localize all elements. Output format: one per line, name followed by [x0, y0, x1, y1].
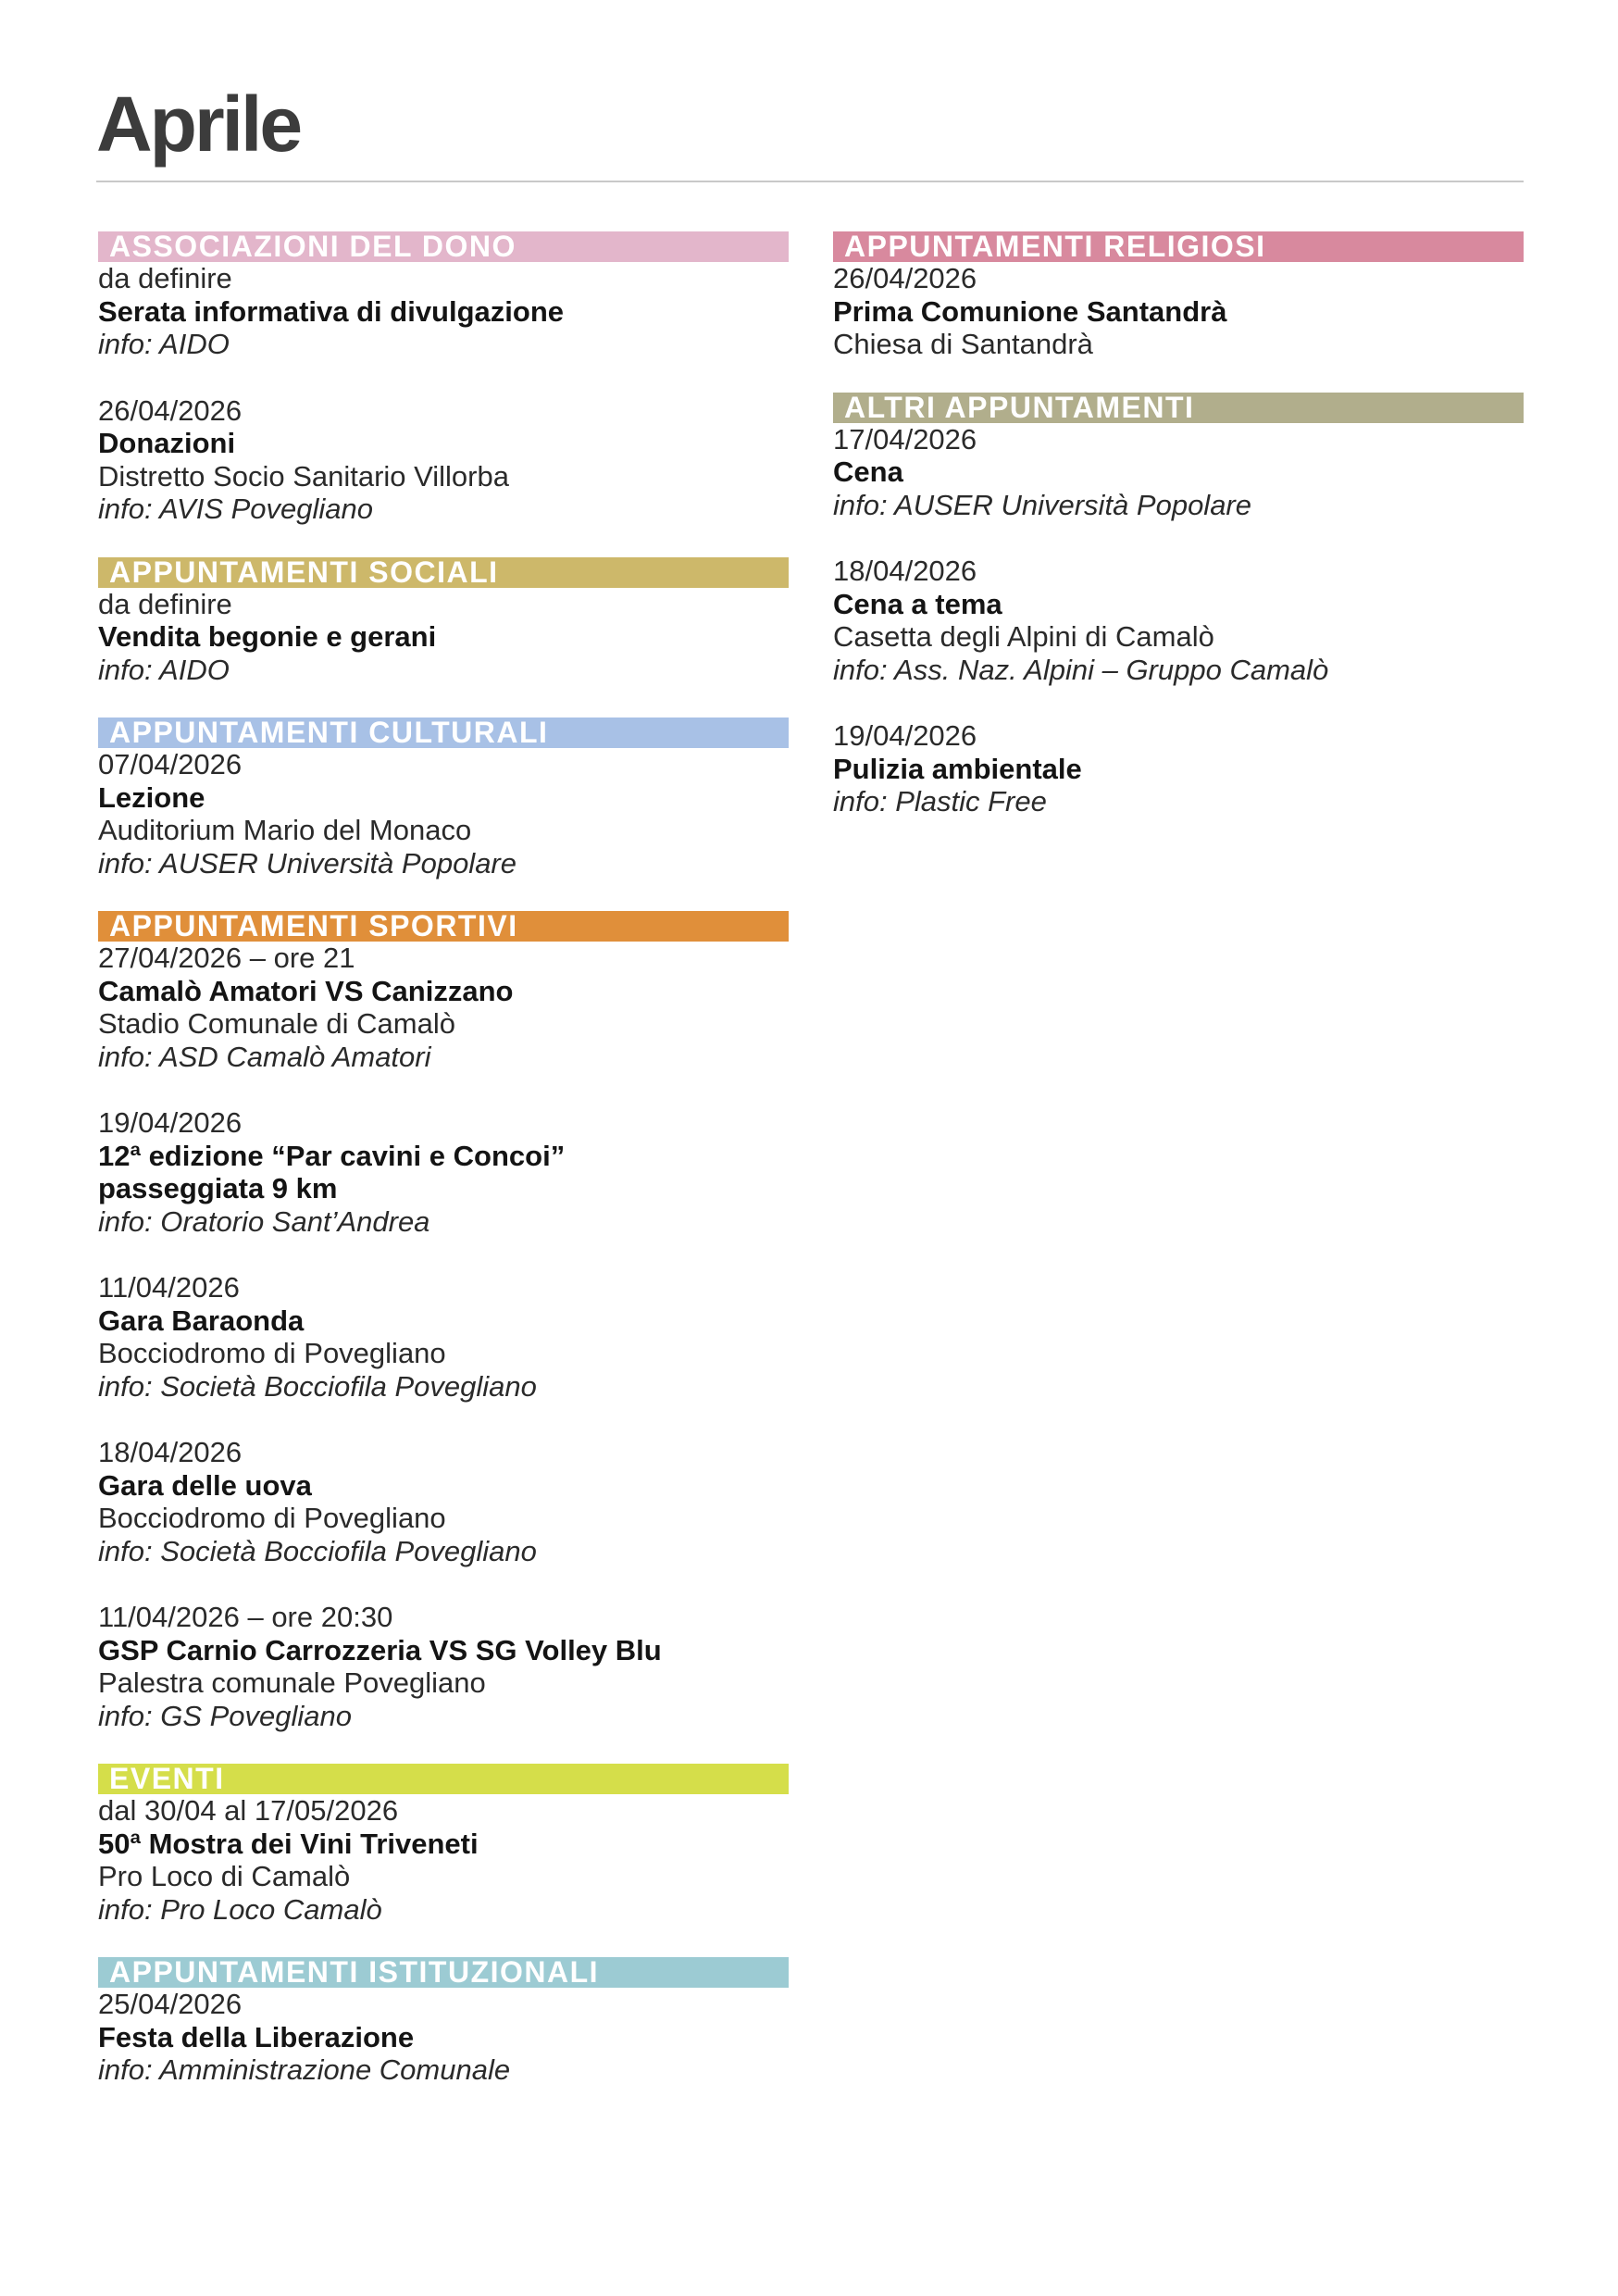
event-location: Chiesa di Santandrà	[833, 328, 1093, 360]
category-section	[833, 231, 1524, 361]
event-item	[833, 262, 1524, 361]
category-section	[98, 718, 789, 880]
event-info: info: AUSER Università Popolare	[833, 488, 1251, 521]
event-info: info: AUSER Università Popolare	[98, 846, 517, 880]
event-title: Cena	[833, 455, 903, 488]
event-location: Distretto Socio Sanitario Villorba	[98, 459, 509, 493]
event-title: Prima Comunione Santandrà	[833, 294, 1227, 328]
category-header-sociali: APPUNTAMENTI SOCIALI	[98, 557, 789, 588]
event-item	[98, 1601, 789, 1732]
event-title: passeggiata 9 km	[98, 1172, 338, 1204]
event-info: info: AIDO	[98, 653, 230, 686]
event-title: GSP Carnio Carrozzeria VS SG Volley Blu	[98, 1633, 662, 1666]
event-date: dal 30/04 al 17/05/2026	[98, 1794, 399, 1827]
event-date: da definire	[98, 587, 232, 620]
event-item	[98, 1988, 789, 2087]
event-date: 26/04/2026	[833, 262, 977, 294]
event-title: Serata informativa di divulgazione	[98, 294, 565, 328]
event-date: 18/04/2026	[833, 555, 977, 587]
event-title: 50ª Mostra dei Vini Triveneti	[98, 1827, 479, 1860]
event-location: Auditorium Mario del Monaco	[98, 814, 472, 846]
category-section	[98, 557, 789, 687]
event-info: info: Società Bocciofila Povegliano	[98, 1369, 537, 1403]
category-header-altri: ALTRI APPUNTAMENTI	[833, 393, 1524, 423]
event-title: 12ª edizione “Par cavini e Concoi”	[98, 1139, 566, 1172]
event-location: Pro Loco di Camalò	[98, 1860, 351, 1892]
category-section	[833, 393, 1524, 818]
category-section	[98, 231, 789, 526]
event-location: Bocciodromo di Povegliano	[98, 1502, 446, 1534]
event-title: Vendita begonie e gerani	[98, 620, 437, 653]
page-title: Aprile	[96, 81, 301, 168]
event-item	[833, 719, 1524, 818]
event-date: 11/04/2026 – ore 20:30	[98, 1601, 393, 1633]
event-info: info: Amministrazione Comunale	[98, 2053, 511, 2086]
category-header-culturali: APPUNTAMENTI CULTURALI	[98, 718, 789, 748]
event-date: 07/04/2026	[98, 748, 243, 780]
event-info: info: ASD Camalò Amatori	[98, 1040, 431, 1073]
event-date: 27/04/2026 – ore 21	[98, 942, 355, 974]
event-info: info: Ass. Naz. Alpini – Gruppo Camalò	[833, 653, 1329, 686]
event-info: info: Plastic Free	[833, 785, 1047, 817]
event-title: Donazioni	[98, 427, 236, 459]
event-item	[833, 555, 1524, 686]
event-date: 18/04/2026	[98, 1436, 243, 1468]
event-title: Camalò Amatori VS Canizzano	[98, 974, 514, 1007]
event-date: 25/04/2026	[98, 1988, 243, 2020]
event-item	[98, 262, 789, 361]
category-header-religiosi: APPUNTAMENTI RELIGIOSI	[833, 231, 1524, 262]
event-date: 19/04/2026	[98, 1106, 243, 1139]
event-info: info: AIDO	[98, 328, 230, 360]
category-section	[98, 911, 789, 1732]
event-title: Gara delle uova	[98, 1468, 312, 1502]
event-item	[98, 942, 789, 1073]
event-item	[98, 1436, 789, 1567]
event-date: 11/04/2026	[98, 1271, 240, 1304]
event-title: Lezione	[98, 780, 205, 814]
event-item	[98, 1271, 789, 1403]
left-column	[98, 231, 789, 2118]
event-location: Casetta degli Alpini di Camalò	[833, 620, 1214, 653]
title-divider	[96, 181, 1524, 182]
event-info: info: GS Povegliano	[98, 1699, 353, 1732]
category-section	[98, 1957, 789, 2087]
event-info: info: Oratorio Sant’Andrea	[98, 1204, 430, 1238]
category-header-sportivi: APPUNTAMENTI SPORTIVI	[98, 911, 789, 942]
event-item	[98, 588, 789, 687]
event-item	[98, 1794, 789, 1926]
event-location: Bocciodromo di Povegliano	[98, 1337, 446, 1369]
event-info: info: Pro Loco Camalò	[98, 1892, 382, 1926]
event-item	[98, 1106, 789, 1238]
event-date: 17/04/2026	[833, 422, 977, 455]
event-item	[833, 423, 1524, 522]
category-header-eventi: EVENTI	[98, 1764, 789, 1794]
event-title: Festa della Liberazione	[98, 2020, 415, 2053]
event-date: 19/04/2026	[833, 719, 977, 752]
event-item	[98, 748, 789, 880]
event-location: Stadio Comunale di Camalò	[98, 1007, 455, 1040]
category-header-dono: ASSOCIAZIONI DEL DONO	[98, 231, 789, 262]
event-info: info: Società Bocciofila Povegliano	[98, 1534, 537, 1567]
event-title: Cena a tema	[833, 587, 1002, 620]
category-section	[98, 1764, 789, 1926]
event-date: da definire	[98, 262, 232, 294]
event-location: Palestra comunale Povegliano	[98, 1666, 486, 1699]
event-info: info: AVIS Povegliano	[98, 493, 373, 525]
event-date: 26/04/2026	[98, 393, 243, 427]
category-header-istituzionali: APPUNTAMENTI ISTITUZIONALI	[98, 1957, 789, 1988]
right-column	[833, 231, 1524, 850]
event-title: Gara Baraonda	[98, 1304, 305, 1337]
event-item	[98, 394, 789, 526]
event-title: Pulizia ambientale	[833, 752, 1082, 785]
